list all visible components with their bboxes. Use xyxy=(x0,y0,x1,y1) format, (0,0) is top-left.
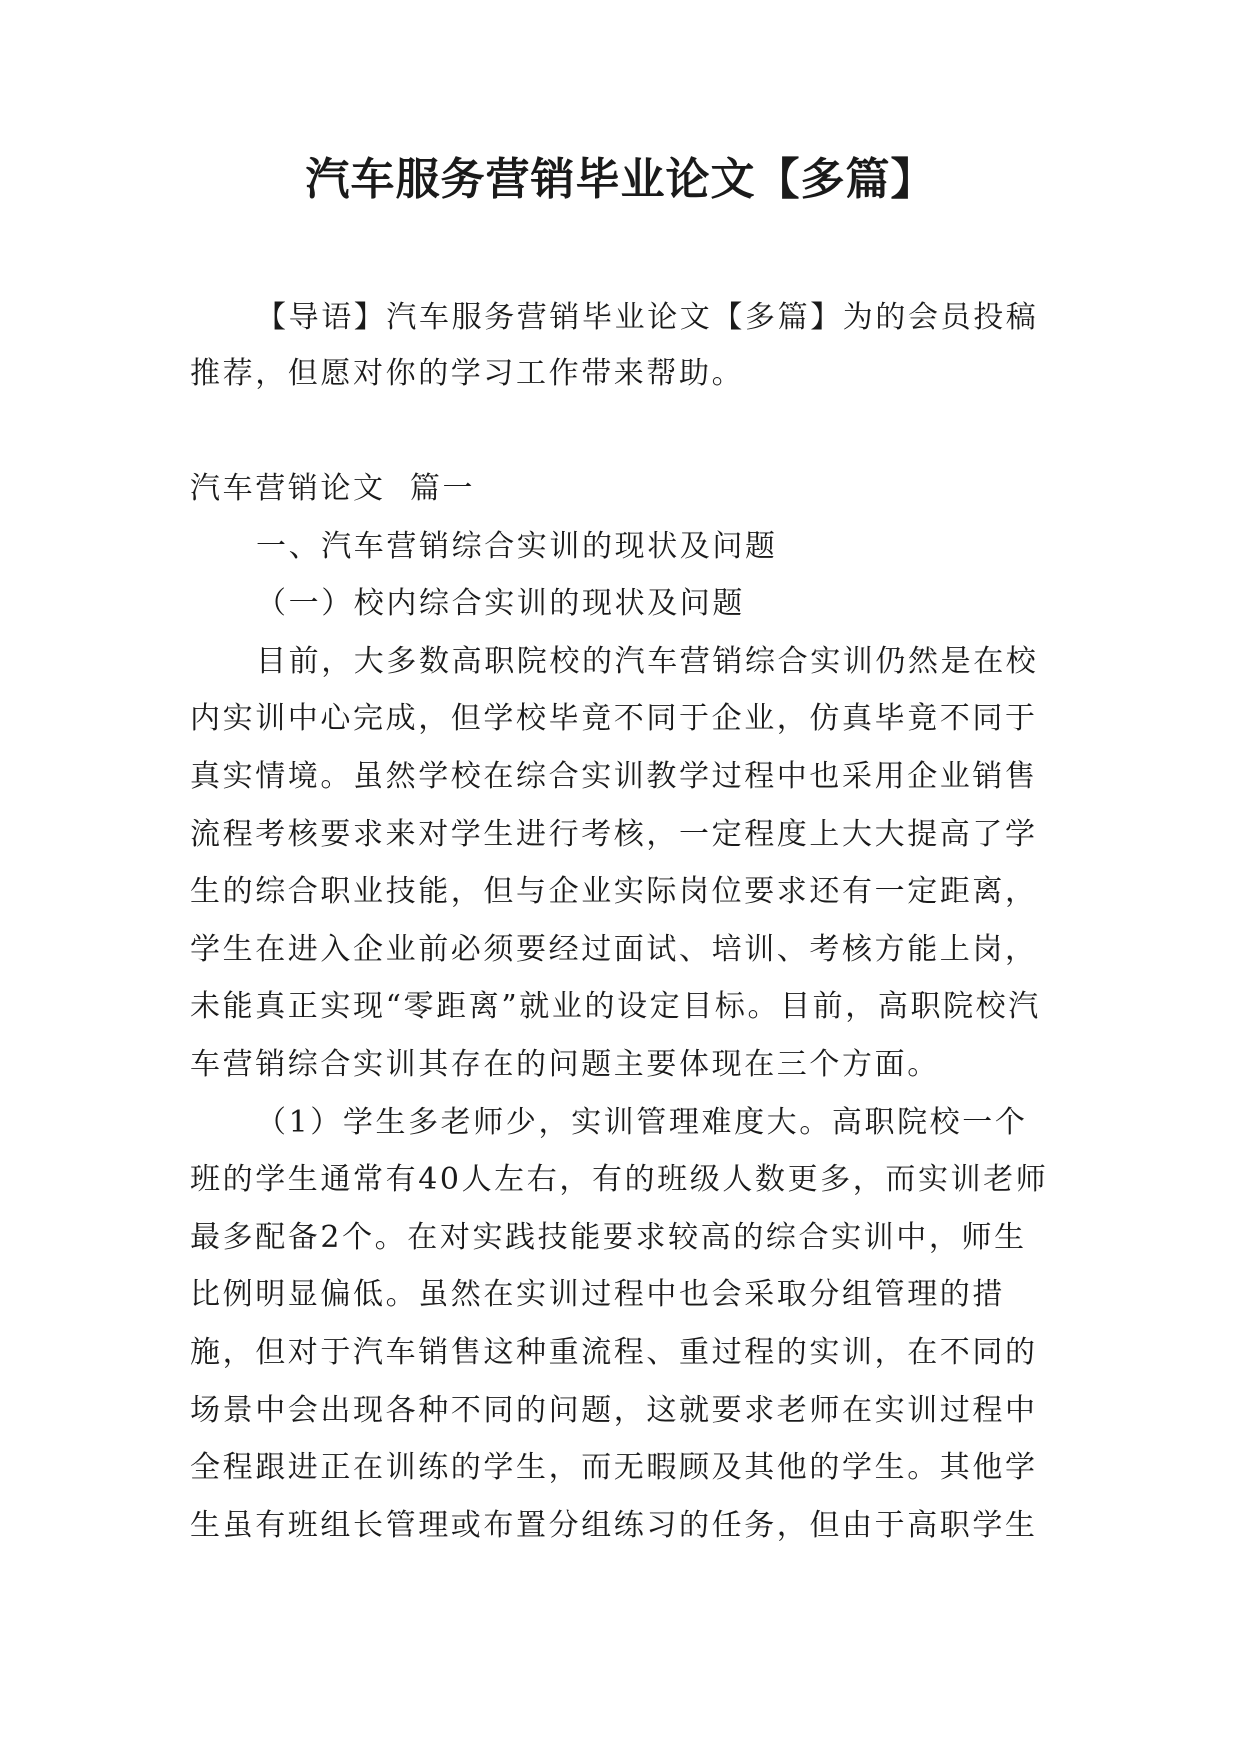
document-title: 汽车服务营销毕业论文【多篇】 xyxy=(305,154,936,205)
body-paragraph-1: 目前，大多数高职院校的汽车营销综合实训仍然是在校内实训中心完成，但学校毕竟不同于企业，仿真毕竟不同于真实情境。虽然学校在综合实训教学过程中也采用企业销售流程考核要求来对学生进行考核，一定程度上大大提高了学生的综合职业技能，但与企业实际岗位要求还有一定距离，学生在进入企业前必须要经过面试、培训、考核方能上岗，未能真正实现“零距离”就业的设定目标。目前，高职院校汽车营销综合实训其存在的问题主要体现在三个方面。 xyxy=(190,643,1041,1082)
body-paragraph-2: （1）学生多老师少，实训管理难度大。高职院校一个班的学生通常有40人左右，有的班级人数更多，而实训老师最多配备2个。在对实践技能要求较高的综合实训中，师生比例明显偏低。虽然在实训过程中也会采取分组管理的措施，但对于汽车销售这种重流程、重过程的实训，在不同的场景中会出现各种不同的问题，这就要求老师在实训过程中全程跟进正在训练的学生，而无暇顾及其他的学生。其他学生虽有班组长管理或布置分组练习的任务，但由于高职学生 xyxy=(190,1104,1049,1543)
document-body xyxy=(190,460,1052,1554)
intro-paragraph: 【导语】汽车服务营销毕业论文【多篇】为的会员投稿推荐，但愿对你的学习工作带来帮助。 xyxy=(190,300,1039,391)
heading-level-2: （一）校内综合实训的现状及问题 xyxy=(256,586,745,622)
section-label: 汽车营销论文 篇一 xyxy=(190,471,476,506)
heading-level-1: 一、汽车营销综合实训的现状及问题 xyxy=(256,528,778,564)
